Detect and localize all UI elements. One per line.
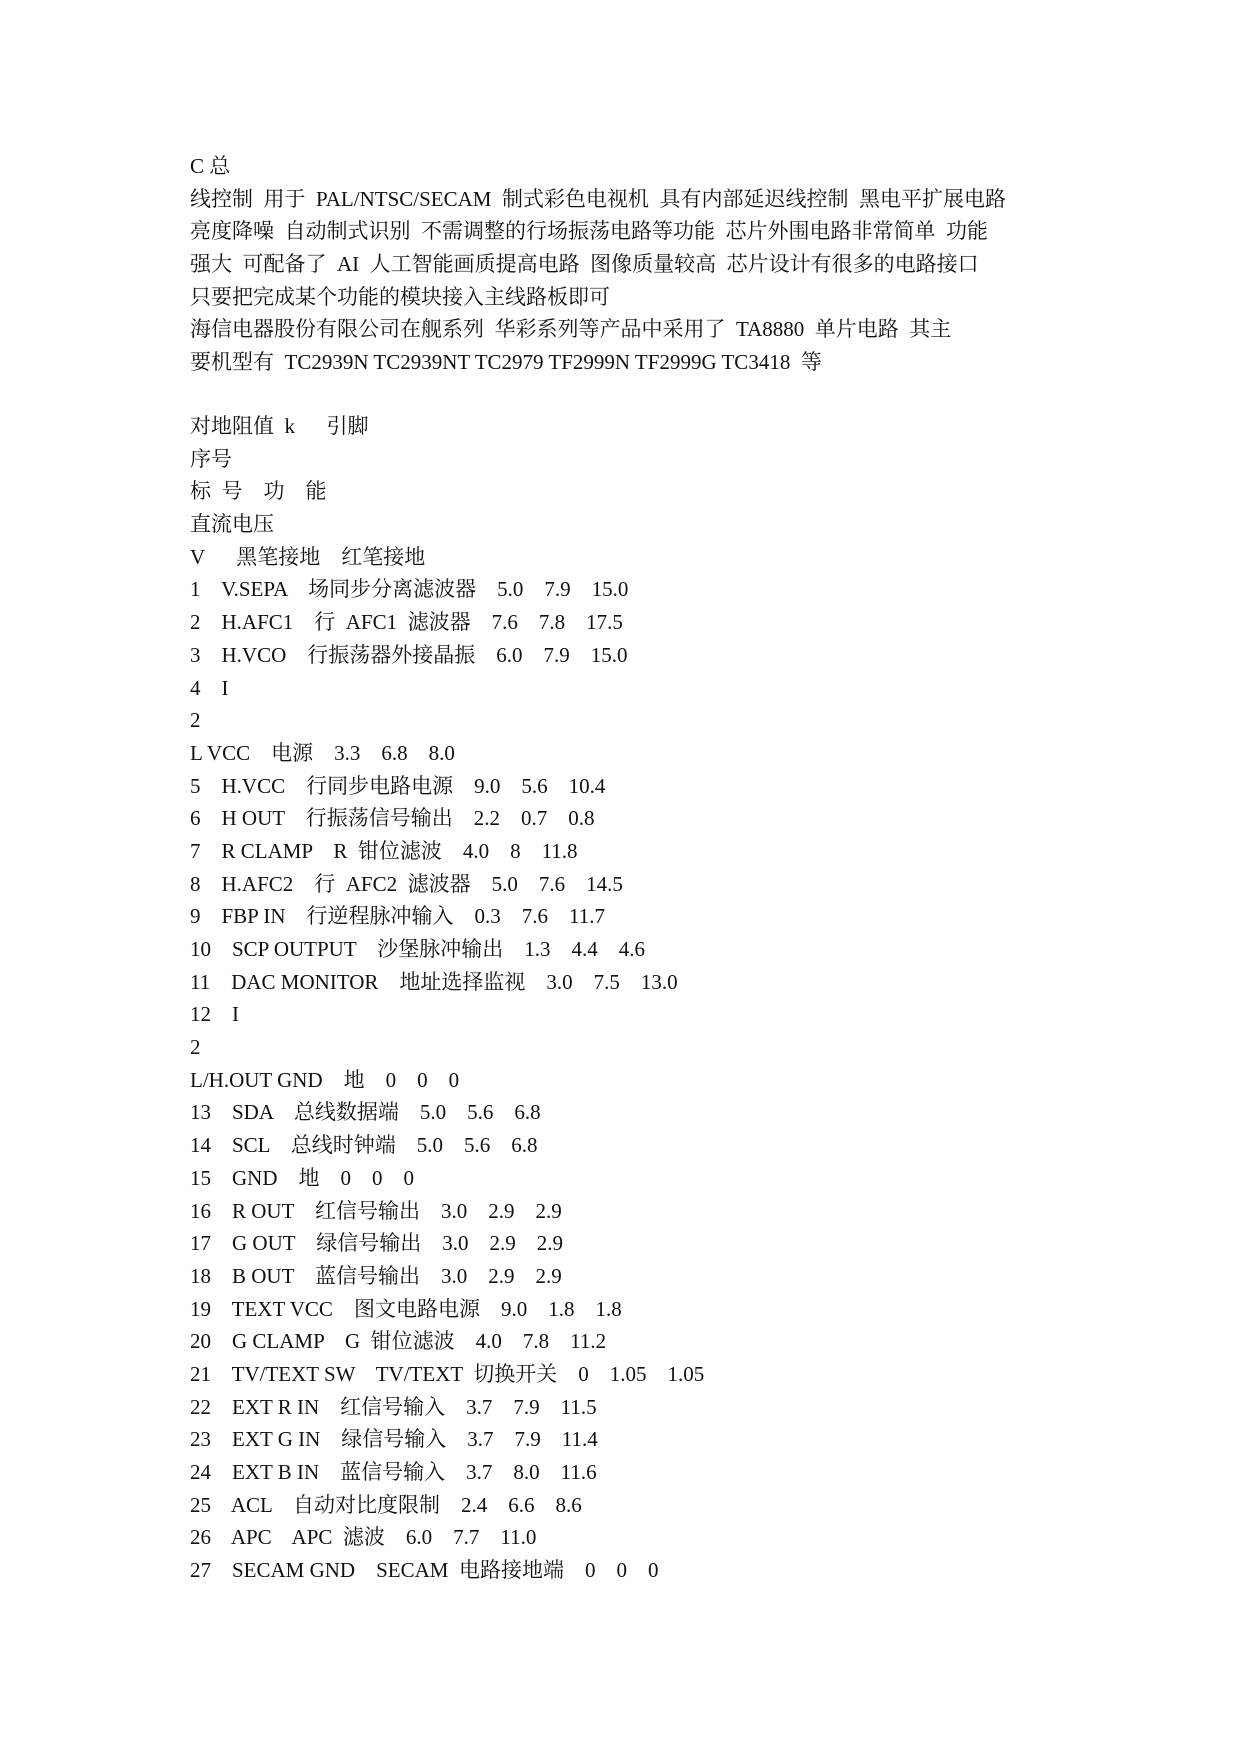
table-row: 2 (190, 1035, 201, 1060)
table-row: 11 DAC MONITOR 地址选择监视 3.0 7.5 13.0 (190, 969, 678, 994)
table-row: L/H.OUT GND 地 0 0 0 (190, 1067, 460, 1092)
table-row: 27 SECAM GND SECAM 电路接地端 0 0 0 (190, 1558, 659, 1583)
intro-line: 海信电器股份有限公司在舰系列 华彩系列等产品中采用了 TA8880 单片电路 其主 (190, 317, 952, 342)
table-row: 23 EXT G IN 绿信号输入 3.7 7.9 11.4 (190, 1427, 598, 1452)
intro-line: 线控制 用于 PAL/NTSC/SECAM 制式彩色电视机 具有内部延迟线控制 黑电平扩展电路 (190, 186, 1006, 211)
table-row: 对地阻值 k 引脚 (190, 414, 369, 438)
table-row: 14 SCL 总线时钟端 5.0 5.6 6.8 (190, 1133, 538, 1158)
table-row: 1 V.SEPA 场同步分离滤波器 5.0 7.9 15.0 (190, 577, 629, 602)
table-row: 10 SCP OUTPUT 沙堡脉冲输出 1.3 4.4 4.6 (190, 937, 646, 961)
table-row: 19 TEXT VCC 图文电路电源 9.0 1.8 1.8 (190, 1296, 622, 1321)
intro-line: 只要把完成某个功能的模块接入主线路板即可 (190, 284, 610, 309)
table-row: 6 H OUT 行振荡信号输出 2.2 0.7 0.8 (190, 806, 595, 831)
table-row: V 黑笔接地 红笔接地 (190, 544, 426, 569)
table-row: 15 GND 地 0 0 0 (190, 1165, 414, 1190)
intro-line: 亮度降噪 自动制式识别 不需调整的行场振荡电路等功能 芯片外围电路非常简单 功能 (190, 219, 988, 244)
table-row: 20 G CLAMP G 钳位滤波 4.0 7.8 11.2 (190, 1329, 607, 1354)
table-row: 8 H.AFC2 行 AFC2 滤波器 5.0 7.6 14.5 (190, 871, 623, 896)
table-row: 18 B OUT 蓝信号输出 3.0 2.9 2.9 (190, 1263, 562, 1288)
table-row: 13 SDA 总线数据端 5.0 5.6 6.8 (190, 1100, 541, 1125)
table-row: 7 R CLAMP R 钳位滤波 4.0 8 11.8 (190, 838, 578, 863)
intro-line: C 总 (190, 154, 231, 178)
table-row: 17 G OUT 绿信号输出 3.0 2.9 2.9 (190, 1231, 563, 1256)
table-row: 5 H.VCC 行同步电路电源 9.0 5.6 10.4 (190, 773, 606, 798)
table-row: 22 EXT R IN 红信号输入 3.7 7.9 11.5 (190, 1394, 597, 1419)
intro-paragraph (190, 150, 1006, 379)
table-row: 21 TV/TEXT SW TV/TEXT 切换开关 0 1.05 1.05 (190, 1361, 705, 1386)
table-row: 标 号 功 能 (190, 479, 327, 504)
table-row: 12 I (190, 1002, 239, 1027)
intro-line: 强大 可配备了 AI 人工智能画质提高电路 图像质量较高 芯片设计有很多的电路接口 (190, 252, 979, 277)
table-row: 3 H.VCO 行振荡器外接晶振 6.0 7.9 15.0 (190, 642, 628, 667)
table-row: L VCC 电源 3.3 6.8 8.0 (190, 740, 455, 765)
table-row: 16 R OUT 红信号输出 3.0 2.9 2.9 (190, 1198, 562, 1223)
table-row: 4 I (190, 675, 229, 700)
table-row: 25 ACL 自动对比度限制 2.4 6.6 8.6 (190, 1492, 582, 1517)
table-row: 24 EXT B IN 蓝信号输入 3.7 8.0 11.6 (190, 1460, 597, 1484)
table-row: 2 (190, 708, 201, 733)
table-row: 9 FBP IN 行逆程脉冲输入 0.3 7.6 11.7 (190, 904, 605, 929)
intro-line: 要机型有 TC2939N TC2939NT TC2979 TF2999N TF2999G TC3418 等 (190, 350, 822, 375)
table-row: 2 H.AFC1 行 AFC1 滤波器 7.6 7.8 17.5 (190, 610, 623, 635)
table-row: 直流电压 (190, 512, 274, 537)
pin-function-table (190, 410, 704, 1587)
table-row: 序号 (190, 446, 232, 471)
table-row: 26 APC APC 滤波 6.0 7.7 11.0 (190, 1525, 537, 1550)
